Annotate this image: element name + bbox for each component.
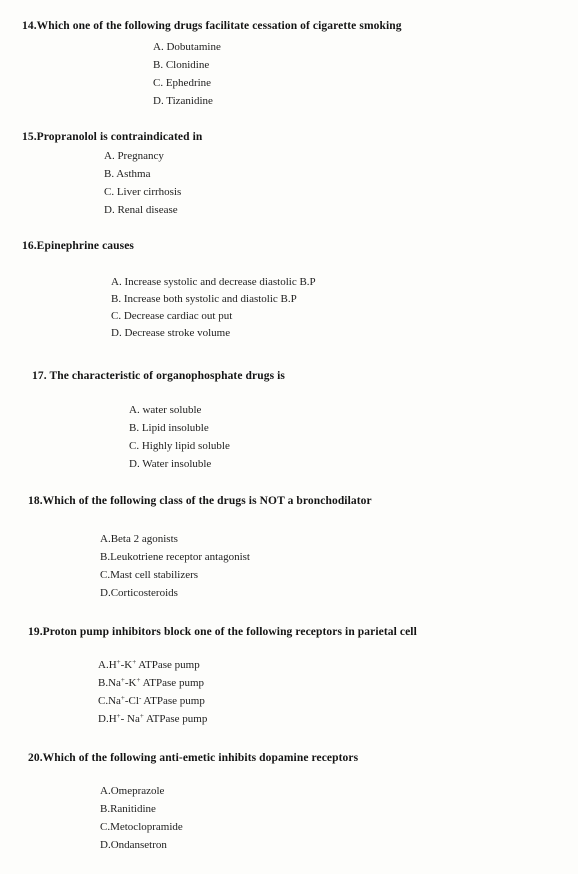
question-title: 14.Which one of the following drugs facilitate cessation of cigarette smoking (22, 20, 402, 32)
option-b: B. Asthma (104, 168, 151, 180)
option-c: C. Highly lipid soluble (129, 440, 230, 452)
option-b: B. Increase both systolic and diastolic B.P (111, 293, 297, 305)
option-list (104, 147, 181, 219)
option-list (100, 530, 250, 602)
option-b: B. Clonidine (153, 59, 210, 71)
option-d: D.H+- Na+ ATPase pump (98, 712, 208, 725)
question-title: 15.Propranolol is contraindicated in (22, 131, 203, 143)
option-list (100, 782, 183, 854)
option-d: D. Renal disease (104, 204, 178, 216)
option-list (98, 656, 207, 728)
option-d: D.Ondansetron (100, 839, 167, 851)
question-title: 19.Proton pump inhibitors block one of the following receptors in parietal cell (28, 626, 417, 638)
option-a: A. Increase systolic and decrease diastolic B.P (111, 276, 316, 288)
option-d: D.Corticosteroids (100, 587, 178, 599)
option-list (111, 274, 316, 342)
question-title: 16.Epinephrine causes (22, 240, 135, 252)
option-c: C.Metoclopramide (100, 821, 183, 833)
question-title: 17. The characteristic of organophosphate drugs is (32, 370, 285, 382)
option-a: A.H+-K+ ATPase pump (98, 658, 200, 671)
option-b: B.Leukotriene receptor antagonist (100, 551, 250, 563)
option-a: A. Pregnancy (104, 150, 164, 162)
option-list (153, 38, 221, 110)
option-c: C. Ephedrine (153, 77, 212, 89)
option-list (129, 401, 230, 473)
option-a: A.Beta 2 agonists (100, 533, 178, 545)
option-a: A. water soluble (129, 404, 202, 416)
option-d: D. Tizanidine (153, 95, 213, 107)
question-title: 20.Which of the following anti-emetic inhibits dopamine receptors (28, 752, 359, 764)
option-c: C.Mast cell stabilizers (100, 569, 199, 581)
option-d: D. Water insoluble (129, 458, 212, 470)
option-c: C. Decrease cardiac out put (111, 310, 233, 322)
option-c: C. Liver cirrhosis (104, 186, 182, 198)
option-b: B. Lipid insoluble (129, 422, 209, 434)
option-a: A. Dobutamine (153, 41, 221, 53)
option-b: B.Na+-K+ ATPase pump (98, 676, 204, 689)
option-b: B.Ranitidine (100, 803, 156, 815)
question-title: 18.Which of the following class of the drugs is NOT a bronchodilator (28, 495, 372, 507)
option-d: D. Decrease stroke volume (111, 327, 231, 339)
option-c: C.Na+-Cl- ATPase pump (98, 694, 205, 707)
option-a: A.Omeprazole (100, 785, 165, 797)
